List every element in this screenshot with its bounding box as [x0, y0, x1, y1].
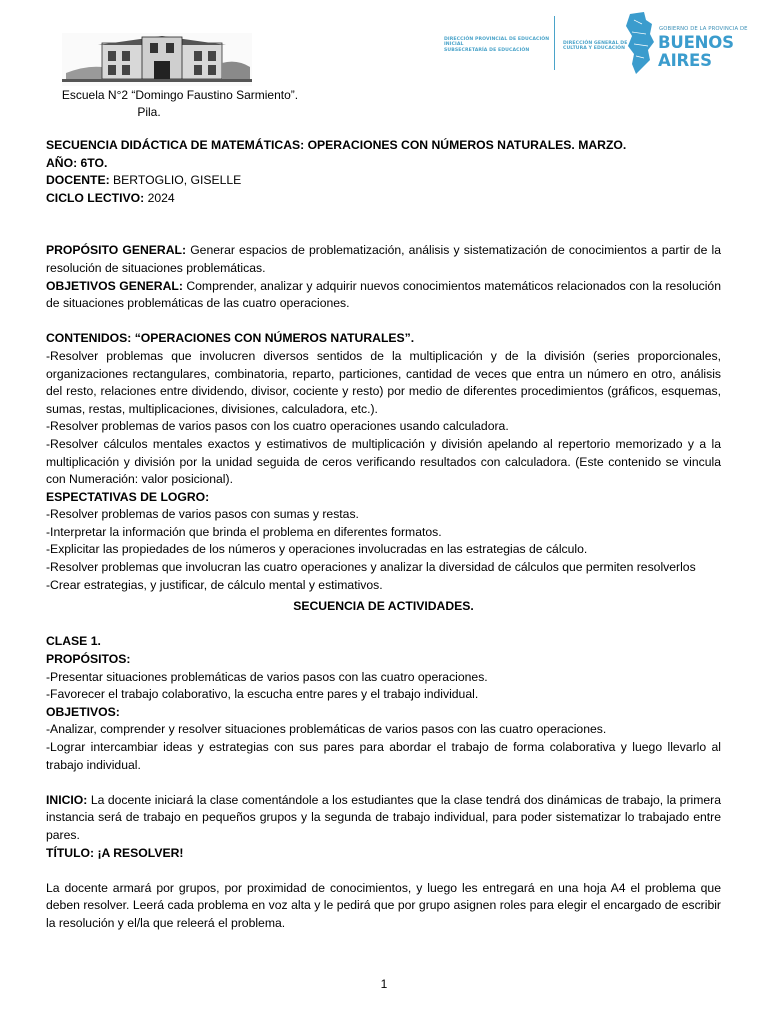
teacher-label: DOCENTE:	[46, 173, 110, 188]
government-logo-banner	[414, 8, 754, 80]
gov-logo-text-3: GOBIERNO DE LA PROVINCIA DE	[659, 26, 748, 32]
expectation-item: -Resolver problemas que involucran las cuatro operaciones y analizar la diversidad de cálculos que permiten resolverlos	[46, 560, 696, 575]
gov-logo-text-2: DIRECCIÓN GENERAL DE CULTURA Y EDUCACIÓN	[563, 41, 628, 52]
school-building-logo	[62, 33, 252, 86]
purpose-item: -Favorecer el trabajo colaborativo, la escucha entre pares y el trabajo individual.	[46, 687, 479, 702]
gov-logo-line-2: SUBSECRETARÍA DE EDUCACIÓN	[444, 47, 530, 53]
start-label: INICIO:	[46, 792, 88, 807]
document-body	[46, 137, 721, 933]
contents-item: -Resolver cálculos mentales exactos y estimativos de multiplicación y división apelando al repertorio memorizado y a la multiplicación y división por la unidad seguida de ceros verificando resultados con calculadora. (Este contenido se vincula con Numeración: valor posicional).	[46, 436, 721, 487]
expectation-item: -Crear estrategias, y justificar, de cálculo mental y estimativos.	[46, 577, 383, 592]
start-paragraph	[46, 792, 721, 845]
purposes-heading: PROPÓSITOS:	[46, 652, 131, 667]
purpose-label: PROPÓSITO GENERAL:	[46, 243, 187, 258]
gov-logo-divider	[554, 16, 555, 70]
expectation-item: -Resolver problemas de varios pasos con sumas y restas.	[46, 507, 359, 522]
gov-logo-wordmark: BUENOS AIRES	[658, 33, 734, 70]
year-line: AÑO: 6TO.	[46, 155, 108, 170]
expectation-item: -Interpretar la información que brinda el problema en diferentes formatos.	[46, 524, 442, 539]
province-map-icon	[624, 10, 656, 76]
purpose-text: Generar espacios de problematización, análisis y sistematización de conocimientos a partir de la resolución de situaciones problemáticas.	[46, 243, 721, 275]
gov-logo-text-1	[444, 37, 564, 53]
objective-label: OBJETIVOS GENERAL:	[46, 278, 183, 293]
spacer	[46, 313, 721, 331]
objective-text: Comprender, analizar y adquirir nuevos conocimientos matemáticos relacionados con la resolución de situaciones problemáticas de las cuatro operaciones.	[46, 278, 721, 311]
contents-item: -Resolver problemas de varios pasos con los cuatro operaciones usando calculadora.	[46, 419, 509, 434]
start-text: La docente iniciará la clase comentándole a los estudiantes que la clase tendrá dos dinámicas de trabajo, la primera instancia será de trabajo en pequeños grupos y la segunda de trabajo individual, para poder sistematizar lo trabajado entre pares.	[46, 792, 721, 842]
objective-item: -Lograr intercambiar ideas y estrategias con sus pares para abordar el trabajo de forma colaborativa y luego llevarlo al trabajo individual.	[46, 740, 721, 772]
activity-paragraph: La docente armará por grupos, por proximidad de conocimientos, y luego les entregará en una hoja A4 el problema que deben resolver. Leerá cada problema en voz alta y le pedirá que por grupo asignen roles para elegir el encargado de escribir la resolución y el/la que releerá el problema.	[46, 880, 721, 930]
objective-paragraph	[46, 278, 721, 313]
spacer	[46, 774, 721, 792]
spacer	[46, 862, 721, 880]
sequence-title: SECUENCIA DIDÁCTICA DE MATEMÁTICAS: OPERACIONES CON NÚMEROS NATURALES. MARZO.	[46, 138, 627, 152]
purpose-item: -Presentar situaciones problemáticas de varios pasos con las cuatro operaciones.	[46, 669, 488, 684]
purpose-paragraph	[46, 242, 721, 277]
cycle-value: 2024	[144, 190, 175, 205]
expectations-heading: ESPECTATIVAS DE LOGRO:	[46, 489, 210, 504]
school-name: Escuela N°2 “Domingo Faustino Sarmiento”.	[61, 88, 299, 102]
teacher-line	[46, 172, 721, 190]
sequence-heading: SECUENCIA DE ACTIVIDADES.	[293, 599, 474, 614]
objectives-heading: OBJETIVOS:	[46, 704, 120, 719]
page-number: 1	[380, 977, 388, 991]
class-heading: CLASE 1.	[46, 634, 101, 649]
spacer	[46, 207, 721, 242]
expectation-item: -Explicitar las propiedades de los números y operaciones involucradas en las estrategias de cálculo.	[46, 542, 588, 557]
school-city: Pila.	[137, 105, 161, 119]
cycle-line	[46, 190, 721, 208]
cycle-label: CICLO LECTIVO:	[46, 190, 145, 205]
teacher-value: BERTOGLIO, GISELLE	[109, 173, 242, 188]
objective-item: -Analizar, comprender y resolver situaciones problemáticas de varios pasos con las cuatro operaciones.	[46, 722, 607, 737]
contents-heading: CONTENIDOS: “OPERACIONES CON NÚMEROS NATURALES”.	[46, 331, 415, 346]
spacer	[46, 616, 721, 634]
contents-item: -Resolver problemas que involucren diversos sentidos de la multiplicación y de la división (series proporcionales, organizaciones rectangulares, combinatoria, reparto, particiones, cantidad de veces que entra un número en otro, análisis del resto, relaciones entre dividendo, divisor, cociente y resto) por medio de diferentes procedimientos (gráficos, esquemas, sumas, restas, multiplicaciones, divisiones, calculadora, etc.).	[46, 348, 721, 416]
gov-logo-line-1: DIRECCIÓN PROVINCIAL DE EDUCACIÓN INICIAL	[444, 37, 550, 48]
activity-title: TÍTULO: ¡A RESOLVER!	[46, 845, 184, 860]
